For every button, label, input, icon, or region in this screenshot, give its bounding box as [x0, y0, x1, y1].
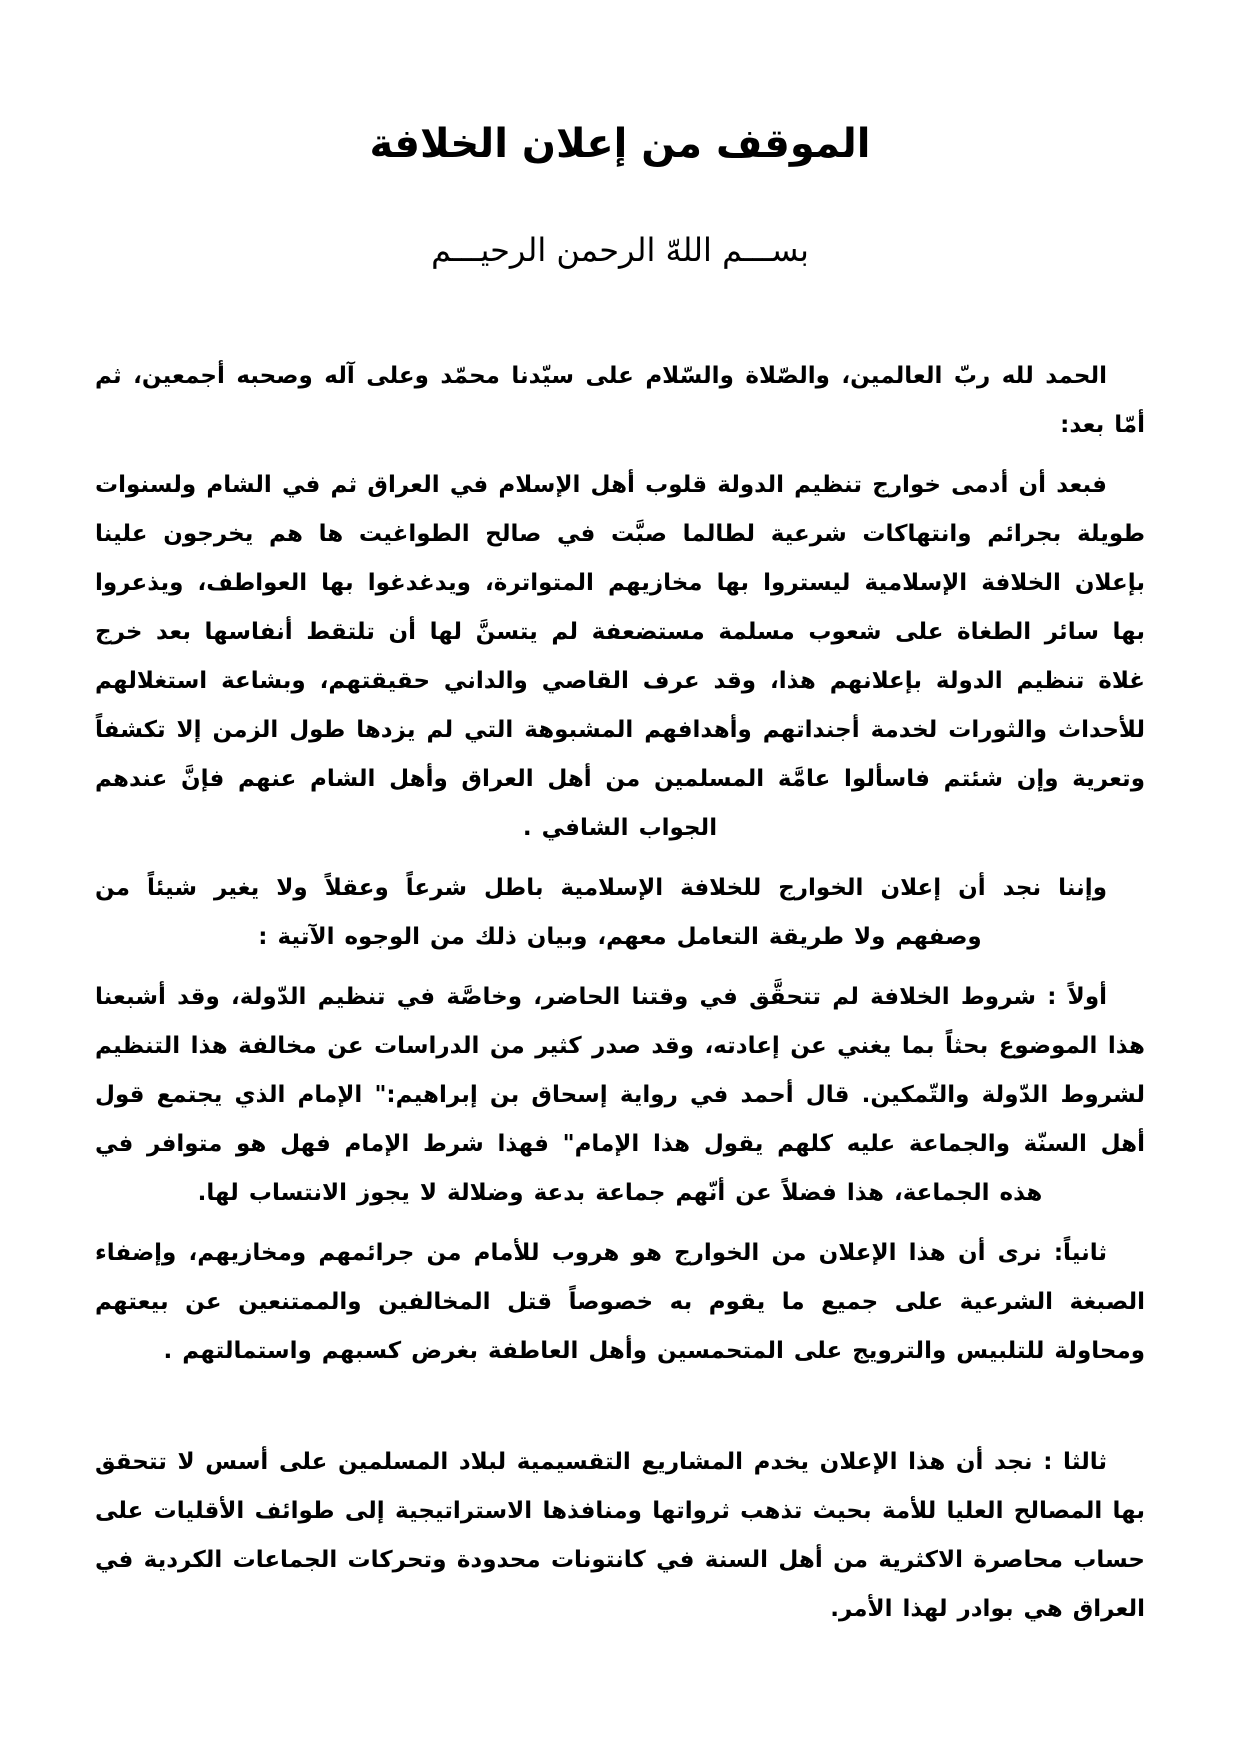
paragraph-intro: فبعد أن أدمى خوارج تنظيم الدولة قلوب أهل الإسلام في العراق ثم في الشام ولسنوات طويلة بجرائم وانتهاكات شرعية لطالما صبَّت في صالح الطواغيت ها هم يخرجون علينا بإعلان الخلافة الإسلامية ليستروا بها مخازيهم المتواترة، ويدغدغوا بها العواطف، ويذعروا بها سائر الطغاة على شعوب مسلمة مستضعفة لم يتسنَّ لها أن تلتقط أنفاسها بعد خرج غلاة تنظيم الدولة بإعلانهم هذا، وقد عرف القاصي والداني حقيقتهم، وبشاعة استغلالهم للأحداث والثورات لخدمة أجنداتهم وأهدافهم المشبوهة التي لم يزدها طول الزمن إلا تكشفاً وتعرية وإن شئتم فاسألوا عامَّة المسلمين من أهل العراق وأهل الشام عنهم فإنَّ عندهم الجواب الشافي . — [95, 471, 1145, 841]
document-body — [95, 352, 1145, 1634]
basmala-calligraphy: بســـم اللهّ الرحمن الرحيـــم — [431, 231, 809, 269]
paragraph-thesis: وإننا نجد أن إعلان الخوارج للخلافة الإسلامية باطل شرعاً وعقلاً ولا يغير شيئاً من وصفهم ولا طريقة التعامل معهم، وبيان ذلك من الوجوه الآتية : — [95, 874, 1107, 950]
page-title: الموقف من إعلان الخلافة — [369, 121, 871, 167]
paragraph-first-point: أولاً : شروط الخلافة لم تتحقَّق في وقتنا الحاضر، وخاصَّة في تنظيم الدّولة، وقد أشبعنا هذا الموضوع بحثاً بما يغني عن إعادته، وقد صدر كثير من الدراسات عن مخالفة هذا التنظيم لشروط الدّولة والتّمكين. قال أحمد في رواية إسحاق بن إبراهيم:" الإمام الذي يجتمع قول أهل السنّة والجماعة عليه كلهم يقول هذا الإمام" فهذا شرط الإمام فهل هو متوافر في هذه الجماعة، هذا فضلاً عن أنّهم جماعة بدعة وضلالة لا يجوز الانتساب لها. — [95, 983, 1145, 1206]
paragraph-second-point: ثانياً: نرى أن هذا الإعلان من الخوارج هو هروب للأمام من جرائمهم ومخازيهم، وإضفاء الصبغة الشرعية على جميع ما يقوم به خصوصاً قتل المخالفين والممتنعين عن بيعتهم ومحاولة للتلبيس والترويج على المتحمسين وأهل العاطفة بغرض كسبهم واستمالتهم . — [95, 1239, 1145, 1364]
paragraph-preamble: الحمد لله ربّ العالمين، والصّلاة والسّلام على سيّدنا محمّد وعلى آله وصحبه أجمعين، ثم أمّا بعد: — [95, 362, 1145, 438]
paragraph-third-point: ثالثا : نجد أن هذا الإعلان يخدم المشاريع التقسيمية لبلاد المسلمين على أسس لا تتحقق بها المصالح العليا للأمة بحيث تذهب ثرواتها ومنافذها الاستراتيجية إلى طوائف الأقليات على حساب محاصرة الاكثرية من أهل السنة في كانتونات محدودة وتحركات الجماعات الكردية في العراق هي بوادر لهذا الأمر. — [95, 1448, 1145, 1622]
